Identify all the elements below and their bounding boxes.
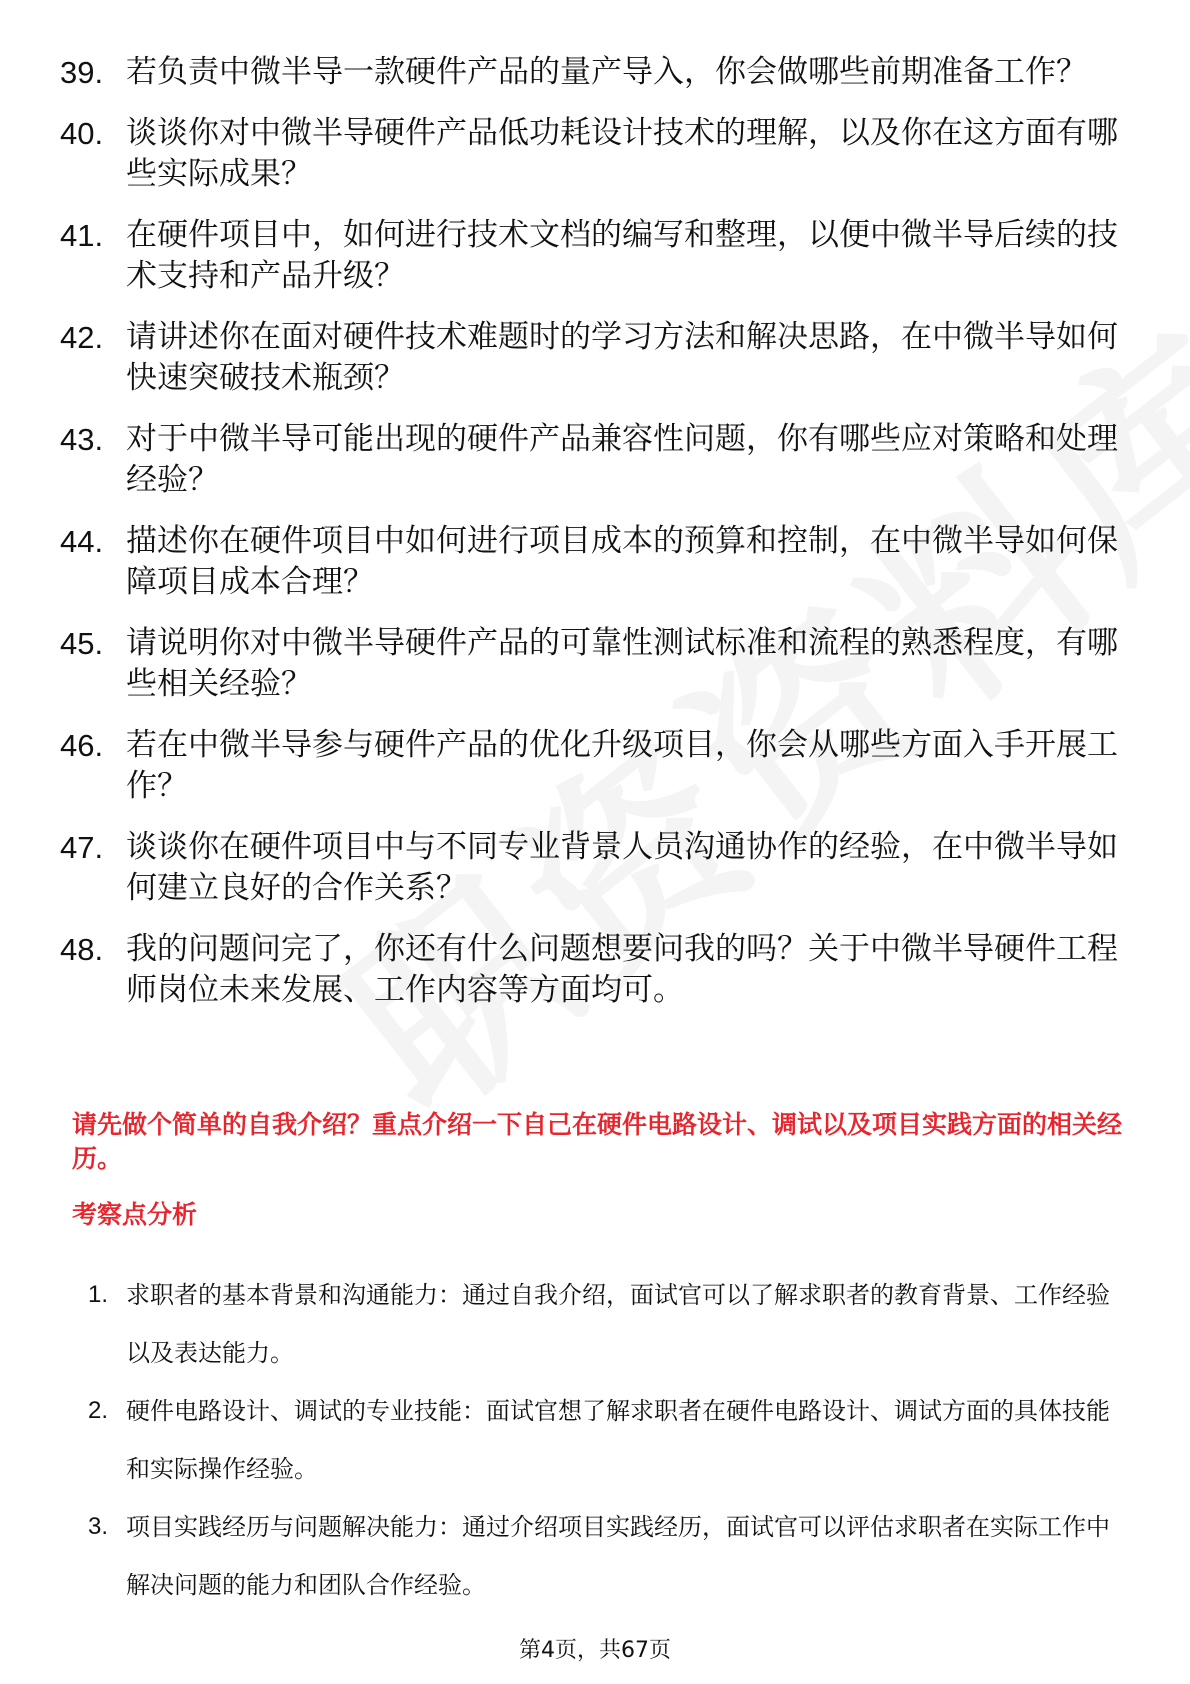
question-text: 在硬件项目中，如何进行技术文档的编写和整理，以便中微半导后续的技术支持和产品升级？ (126, 217, 1118, 294)
question-number: 43. (60, 422, 104, 457)
question-text: 谈谈你在硬件项目中与不同专业背景人员沟通协作的经验，在中微半导如何建立良好的合作关系？ (126, 829, 1118, 906)
question-item (60, 113, 1120, 195)
question-item (60, 929, 1120, 1011)
page-footer: 第4页，共67页 (519, 1638, 671, 1663)
analysis-number: 1. (88, 1281, 109, 1308)
question-text: 对于中微半导可能出现的硬件产品兼容性问题，你有哪些应对策略和处理经验？ (126, 421, 1118, 498)
question-number: 47. (60, 830, 104, 865)
question-number: 42. (60, 320, 104, 355)
section-heading: 请先做个简单的自我介绍？重点介绍一下自己在硬件电路设计、调试以及项目实践方面的相关经历。 (72, 1110, 1123, 1173)
question-number: 41. (60, 218, 104, 253)
question-item (60, 317, 1120, 399)
question-item (60, 521, 1120, 603)
analysis-item (88, 1382, 1128, 1498)
question-number: 40. (60, 116, 104, 151)
analysis-text: 硬件电路设计、调试的专业技能：面试官想了解求职者在硬件电路设计、调试方面的具体技能和实际操作经验。 (126, 1397, 1110, 1483)
analysis-number: 3. (88, 1513, 109, 1540)
question-text: 描述你在硬件项目中如何进行项目成本的预算和控制，在中微半导如何保障项目成本合理？ (126, 523, 1118, 600)
analysis-list (88, 1266, 1128, 1614)
analysis-text: 项目实践经历与问题解决能力：通过介绍项目实践经历，面试官可以评估求职者在实际工作中解决问题的能力和团队合作经验。 (126, 1513, 1110, 1599)
question-item (60, 725, 1120, 807)
question-text: 若在中微半导参与硬件产品的优化升级项目，你会从哪些方面入手开展工作？ (126, 727, 1118, 804)
analysis-item (88, 1498, 1128, 1614)
question-number: 39. (60, 55, 104, 90)
question-item (60, 623, 1120, 705)
question-item (60, 52, 1120, 93)
question-item (60, 419, 1120, 501)
question-number: 44. (60, 524, 104, 559)
analysis-subheading: 考察点分析 (72, 1200, 198, 1229)
question-number: 46. (60, 728, 104, 763)
question-text: 我的问题问完了，你还有什么问题想要问我的吗？关于中微半导硬件工程师岗位未来发展、工作内容等方面均可。 (126, 931, 1118, 1008)
question-text: 请说明你对中微半导硬件产品的可靠性测试标准和流程的熟悉程度，有哪些相关经验？ (126, 625, 1118, 702)
question-item (60, 215, 1120, 297)
question-number: 48. (60, 932, 104, 967)
analysis-item (88, 1266, 1128, 1382)
question-number: 45. (60, 626, 104, 661)
question-text: 若负责中微半导一款硬件产品的量产导入，你会做哪些前期准备工作？ (126, 54, 1087, 90)
question-text: 请讲述你在面对硬件技术难题时的学习方法和解决思路，在中微半导如何快速突破技术瓶颈？ (126, 319, 1118, 396)
question-item (60, 827, 1120, 909)
question-text: 谈谈你对中微半导硬件产品低功耗设计技术的理解，以及你在这方面有哪些实际成果？ (126, 115, 1118, 192)
analysis-number: 2. (88, 1397, 109, 1424)
question-list (60, 52, 1120, 1031)
analysis-text: 求职者的基本背景和沟通能力：通过自我介绍，面试官可以了解求职者的教育背景、工作经验以及表达能力。 (126, 1281, 1110, 1367)
